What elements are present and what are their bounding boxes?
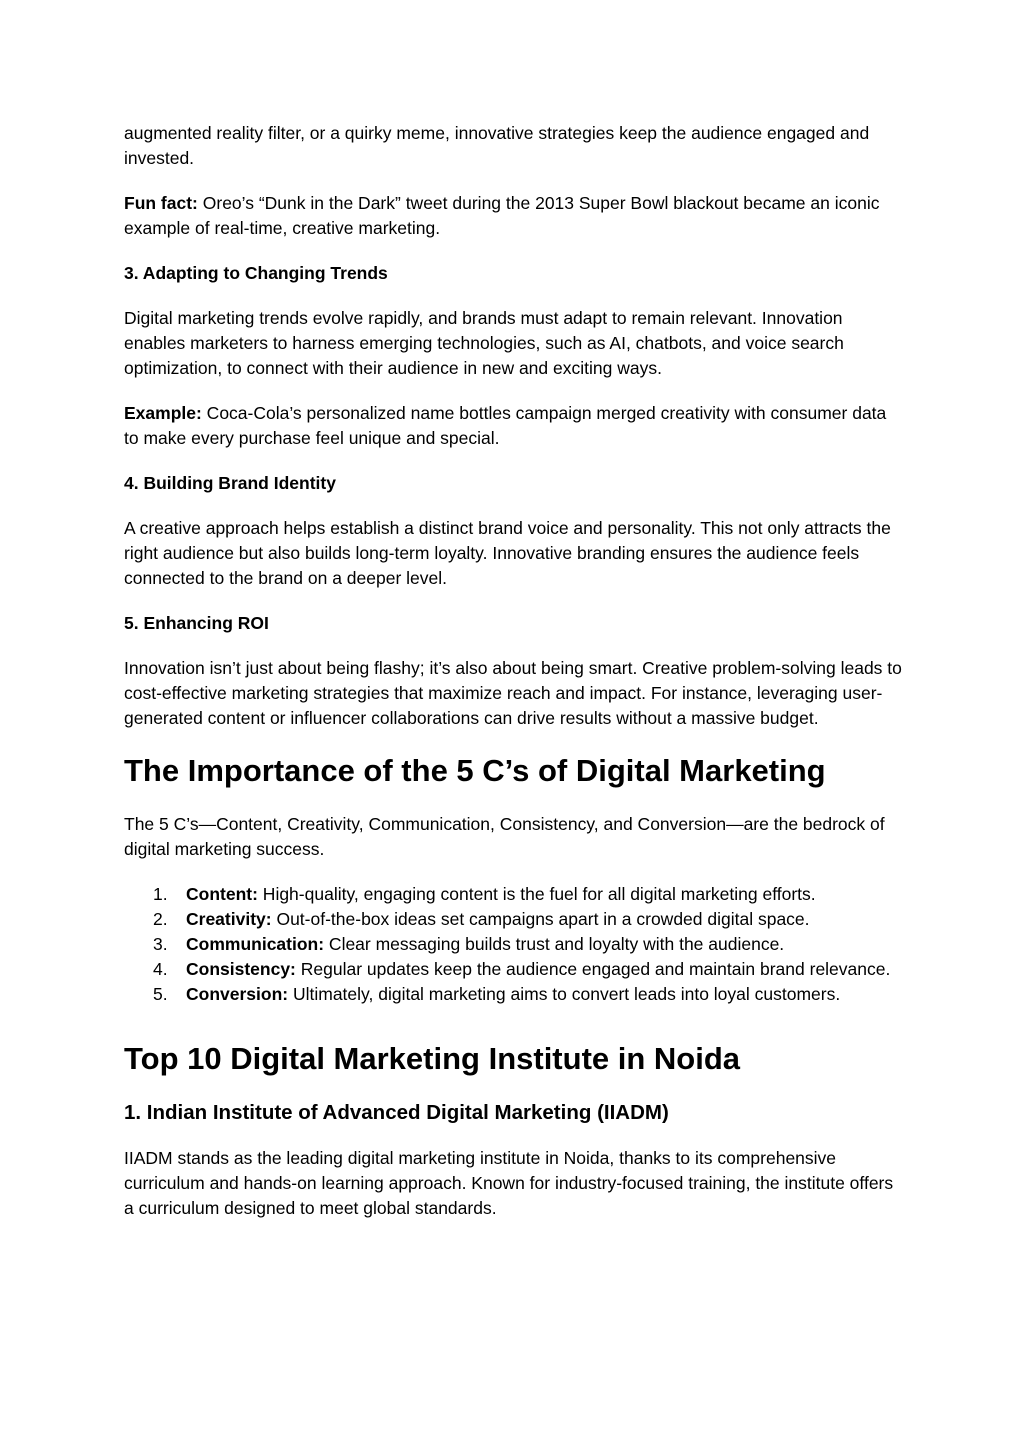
institute-1-heading: 1. Indian Institute of Advanced Digital Marketing (IIADM) <box>124 1101 669 1124</box>
list-item-label: Communication: <box>186 934 325 954</box>
list-number: 4. <box>153 959 168 979</box>
list-number: 3. <box>153 934 168 954</box>
list-item-label: Content: <box>186 884 258 904</box>
fun-fact-label: Fun fact: <box>124 193 198 213</box>
list-item-label: Consistency: <box>186 959 296 979</box>
list-item <box>124 932 904 957</box>
list-item-label: Conversion: <box>186 984 289 1004</box>
list-item-label: Creativity: <box>186 909 272 929</box>
list-item <box>124 907 904 932</box>
list-item-text: Ultimately, digital marketing aims to convert leads into loyal customers. <box>288 984 841 1004</box>
list-item-text: High-quality, engaging content is the fuel for all digital marketing efforts. <box>257 884 816 904</box>
list-number: 2. <box>153 909 168 929</box>
section5-heading: 5. Enhancing ROI <box>124 613 269 633</box>
fun-fact-paragraph <box>124 191 904 241</box>
example-text: Coca-Cola’s personalized name bottles campaign merged creativity with consumer data to make every purchase feel unique and special. <box>124 403 887 448</box>
section5-body: Innovation isn’t just about being flashy; it’s also about being smart. Creative problem-solving leads to cost-effective marketing strategies that maximize reach and impact. For instance, leveraging user-generated content or influencer collaborations can drive results without a massive budget. <box>124 658 902 728</box>
example-paragraph <box>124 401 904 451</box>
document-page <box>124 121 904 1221</box>
list-item <box>124 882 904 907</box>
list-item-text: Clear messaging builds trust and loyalty with the audience. <box>324 934 785 954</box>
institute-1-body: IIADM stands as the leading digital marketing institute in Noida, thanks to its comprehensive curriculum and hands-on learning approach. Known for industry-focused training, the institute offers a curriculum designed to meet global standards. <box>124 1148 894 1218</box>
section3-heading: 3. Adapting to Changing Trends <box>124 263 388 283</box>
list-item <box>124 982 904 1007</box>
list-item <box>124 957 904 982</box>
section4-heading: 4. Building Brand Identity <box>124 473 336 493</box>
list-item-text: Regular updates keep the audience engaged and maintain brand relevance. <box>295 959 891 979</box>
section4-body: A creative approach helps establish a distinct brand voice and personality. This not only attracts the right audience but also builds long-term loyalty. Innovative branding ensures the audience feels connected to the brand on a deeper level. <box>124 518 891 588</box>
five-cs-heading: The Importance of the 5 C’s of Digital Marketing <box>124 753 826 788</box>
section3-body: Digital marketing trends evolve rapidly, and brands must adapt to remain relevant. Innovation enables marketers to harness emerging technologies, such as AI, chatbots, and voice search optimization, to connect with their audience in new and exciting ways. <box>124 308 844 378</box>
list-item-text: Out-of-the-box ideas set campaigns apart in a crowded digital space. <box>271 909 810 929</box>
list-number: 5. <box>153 984 168 1004</box>
top10-heading: Top 10 Digital Marketing Institute in Noida <box>124 1041 741 1076</box>
fun-fact-text: Oreo’s “Dunk in the Dark” tweet during the 2013 Super Bowl blackout became an iconic example of real-time, creative marketing. <box>124 193 880 238</box>
example-label: Example: <box>124 403 202 423</box>
intro-continuation: augmented reality filter, or a quirky meme, innovative strategies keep the audience engaged and invested. <box>124 123 870 168</box>
list-number: 1. <box>153 884 168 904</box>
five-cs-intro: The 5 C’s—Content, Creativity, Communication, Consistency, and Conversion—are the bedrock of digital marketing success. <box>124 814 885 859</box>
five-cs-list <box>124 882 904 1007</box>
